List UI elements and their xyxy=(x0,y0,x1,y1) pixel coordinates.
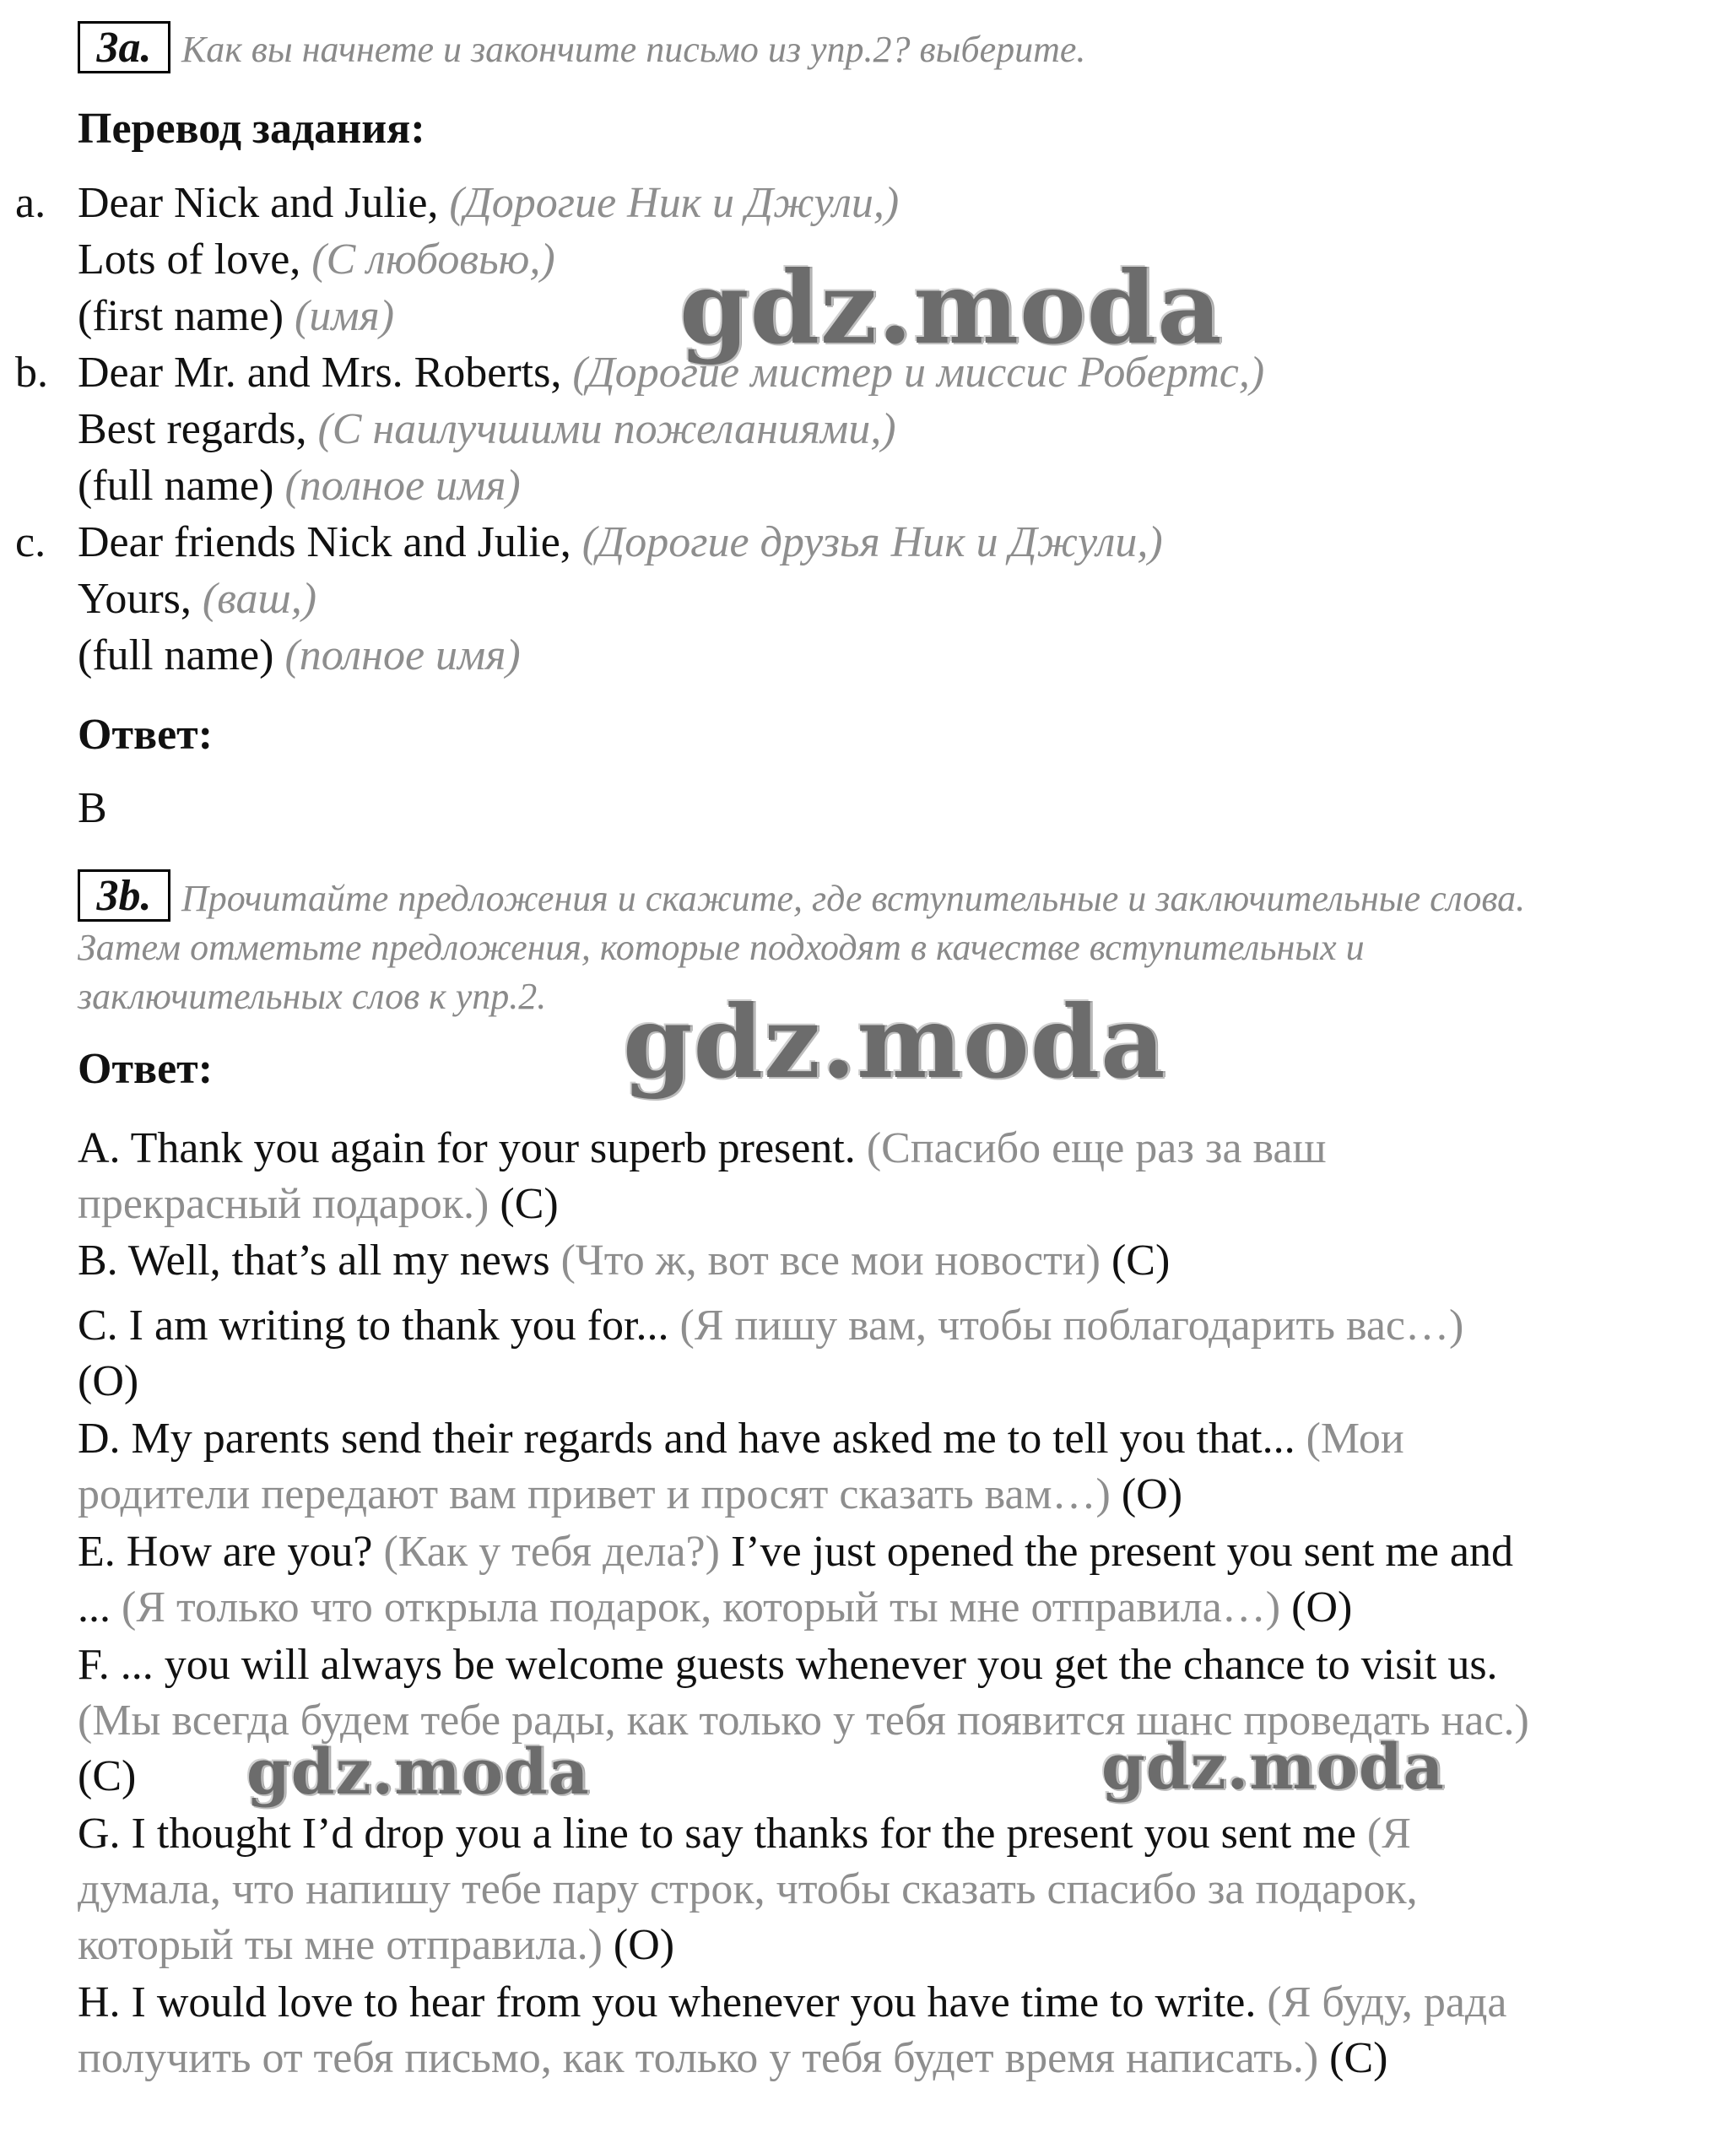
option-line-en: Dear Mr. and Mrs. Roberts, xyxy=(78,349,562,397)
item-translation: прекрасный подарок.) xyxy=(78,1180,489,1228)
item-C-line-2 xyxy=(78,1354,138,1410)
task-3b-instruction-line-2: Затем отметьте предложения, которые подходят в качестве вступительных и xyxy=(78,927,1365,968)
item-text: F. ... you will always be welcome guests whenever you get the chance to visit us. xyxy=(78,1641,1498,1689)
option-line-ru: (ваш,) xyxy=(202,575,317,623)
watermark-logo: gdz.moda xyxy=(1101,1731,1445,1804)
option-line-en: (full name) xyxy=(78,631,274,679)
answer-heading-3a: Ответ: xyxy=(78,711,214,759)
item-label: (O) xyxy=(1280,1583,1353,1631)
item-B-line-1 xyxy=(78,1233,1170,1289)
option-a-line-3 xyxy=(78,289,394,344)
item-label: (O) xyxy=(1110,1470,1183,1518)
item-translation: который ты мне отправила.) xyxy=(78,1921,603,1969)
item-D-line-2 xyxy=(78,1467,1182,1523)
task-3b-number-box xyxy=(78,869,170,922)
item-translation: получить от тебя письмо, как только у тебя будет время написать.) xyxy=(78,2034,1319,2082)
item-G-line-3 xyxy=(78,1918,674,1973)
task-3a-instruction: Как вы начнете и закончите письмо из упр.2? выберите. xyxy=(181,29,1086,70)
option-line-en: Yours, xyxy=(78,575,192,623)
item-E-line-1 xyxy=(78,1524,1513,1580)
item-A-line-2 xyxy=(78,1177,559,1232)
item-H-line-1 xyxy=(78,1975,1506,2031)
item-translation: родители передают вам привет и просят сказать вам…) xyxy=(78,1470,1111,1518)
item-F-line-1 xyxy=(78,1637,1498,1693)
task-3b-instruction-line-1: Прочитайте предложения и скажите, где вступительные и заключительные слова. xyxy=(181,878,1526,919)
option-a-line-2 xyxy=(78,232,555,288)
option-c-line-3 xyxy=(78,628,521,684)
item-text: B. Well, that’s all my news xyxy=(78,1236,561,1285)
item-G-line-2 xyxy=(78,1862,1418,1918)
task-3b-instruction-line-3: заключительных слов к упр.2. xyxy=(78,976,547,1017)
item-D-line-1 xyxy=(78,1411,1404,1467)
item-translation: (Что ж, вот все мои новости) xyxy=(560,1236,1101,1285)
watermark-logo: gdz.moda xyxy=(679,249,1223,366)
item-G-line-1 xyxy=(78,1806,1411,1862)
item-E-line-2 xyxy=(78,1580,1352,1636)
option-c-line-2 xyxy=(78,571,316,627)
item-label: (C) xyxy=(78,1752,137,1800)
option-b-line-3 xyxy=(78,458,521,514)
option-line-ru: (Дорогие мистер и миссис Робертс,) xyxy=(572,349,1265,397)
item-translation: (Я буду, рада xyxy=(1267,1978,1507,2026)
option-c-marker: c. xyxy=(15,518,46,566)
item-label: (C) xyxy=(1100,1236,1171,1285)
option-a-marker: a. xyxy=(15,179,46,227)
option-line-en: (first name) xyxy=(78,292,284,340)
item-text: C. I am writing to thank you for... xyxy=(78,1301,680,1350)
option-line-ru: (С наилучшими пожеланиями,) xyxy=(317,405,896,453)
option-line-ru: (имя) xyxy=(295,292,395,340)
item-translation: (Спасибо еще раз за ваш xyxy=(866,1124,1327,1172)
option-line-en: Dear Nick and Julie, xyxy=(78,179,439,227)
answer-heading-3b: Ответ: xyxy=(78,1045,214,1093)
item-translation: (Мы всегда будем тебе рады, как только у тебя появится шанс проведать нас.) xyxy=(78,1696,1529,1745)
item-A-line-1 xyxy=(78,1121,1327,1177)
option-line-en: Lots of love, xyxy=(78,235,301,284)
item-text: A. Thank you again for your superb present. xyxy=(78,1124,867,1172)
answer-3a: B xyxy=(78,784,107,832)
item-label: (O) xyxy=(602,1921,675,1969)
option-line-ru: (Дорогие Ник и Джули,) xyxy=(449,179,900,227)
item-translation: (Я xyxy=(1366,1810,1411,1858)
item-translation: думала, что напишу тебе пару строк, чтобы сказать спасибо за подарок, xyxy=(78,1865,1418,1913)
item-text: H. I would love to hear from you whenever you have time to write. xyxy=(78,1978,1268,2026)
item-label: (O) xyxy=(78,1357,139,1405)
item-text: E. How are you? xyxy=(78,1528,384,1576)
item-translation: (Мои xyxy=(1306,1415,1404,1463)
item-label: (C) xyxy=(489,1180,559,1228)
task-3b-number: 3b. xyxy=(96,872,152,920)
option-line-en: Best regards, xyxy=(78,405,307,453)
option-line-en: Dear friends Nick and Julie, xyxy=(78,518,571,566)
option-line-ru: (С любовью,) xyxy=(311,235,555,284)
item-translation: (Я только что открыла подарок, который ты мне отправила…) xyxy=(122,1583,1281,1631)
task-3a-number: 3a. xyxy=(96,24,152,72)
option-b-line-2 xyxy=(78,402,896,457)
option-line-en: (full name) xyxy=(78,462,274,510)
option-line-ru: (полное имя) xyxy=(284,631,521,679)
item-text: ... xyxy=(78,1583,122,1631)
item-label: (C) xyxy=(1318,2034,1388,2082)
item-F-line-3 xyxy=(78,1749,136,1805)
item-text: D. My parents send their regards and have asked me to tell you that... xyxy=(78,1415,1306,1463)
option-a-line-1 xyxy=(78,176,899,231)
translation-heading: Перевод задания: xyxy=(78,105,425,153)
task-3a-number-box xyxy=(78,21,170,73)
item-translation: (Я пишу вам, чтобы поблагодарить вас…) xyxy=(679,1301,1464,1350)
watermark-logo: gdz.moda xyxy=(246,1736,590,1809)
item-text: G. I thought I’d drop you a line to say thanks for the present you sent me xyxy=(78,1810,1367,1858)
option-c-line-1 xyxy=(78,515,1163,571)
item-text: I’ve just opened the present you sent me and xyxy=(719,1528,1514,1576)
item-H-line-2 xyxy=(78,2031,1387,2086)
option-line-ru: (полное имя) xyxy=(284,462,521,510)
watermark-logo: gdz.moda xyxy=(623,983,1166,1101)
option-line-ru: (Дорогие друзья Ник и Джули,) xyxy=(581,518,1163,566)
option-b-marker: b. xyxy=(15,349,48,397)
item-C-line-1 xyxy=(78,1298,1463,1354)
item-translation: (Как у тебя дела?) xyxy=(383,1528,720,1576)
